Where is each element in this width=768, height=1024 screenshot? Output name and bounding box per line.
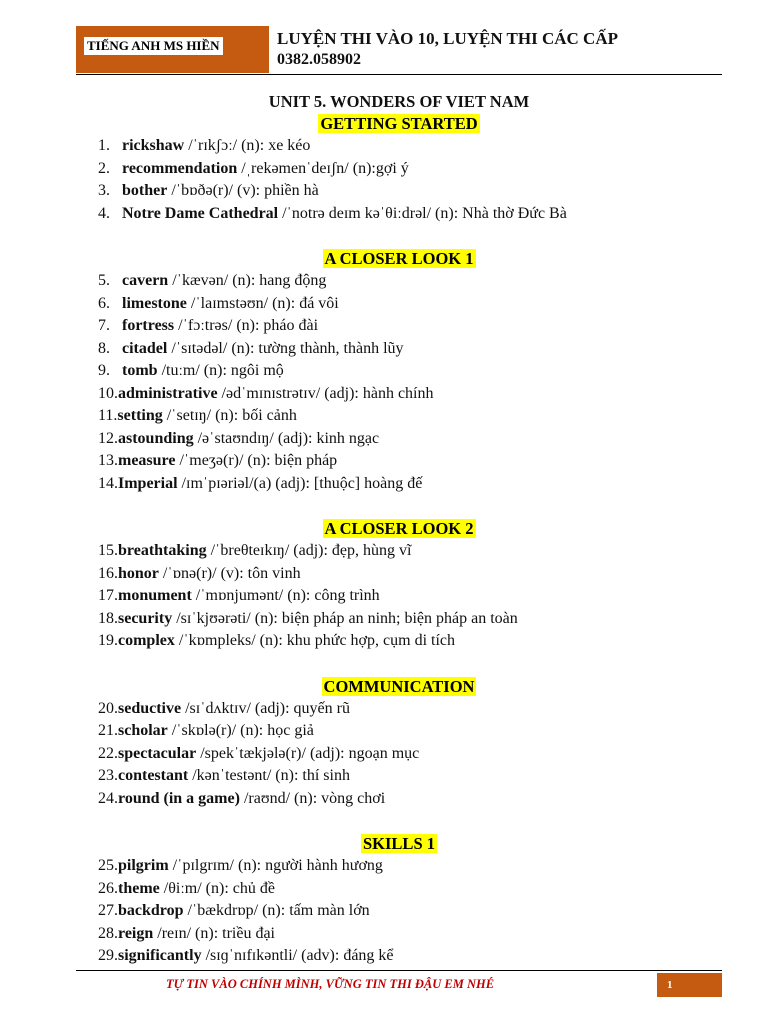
section-heading (0, 113, 768, 135)
vocab-item (0, 203, 768, 226)
vocab-entry (122, 315, 318, 338)
vocab-item (0, 855, 768, 878)
vocab-item (0, 540, 768, 563)
vocab-number: 7. (98, 317, 110, 334)
vocab-definition: /ˈrɪkʃɔː/ (n): xe kéo (184, 137, 311, 154)
vocab-entry (122, 180, 319, 203)
vocab-entry (122, 158, 409, 181)
vocab-word: bother (122, 182, 168, 199)
vocab-entry (122, 270, 326, 293)
vocab-sections (0, 113, 768, 968)
vocab-definition: /ˈkævən/ (n): hang động (168, 272, 327, 289)
vocab-definition: /ˈbækdrɒp/ (n): tấm màn lớn (183, 902, 370, 919)
document-body (0, 91, 768, 968)
vocab-number: 1. (98, 137, 110, 154)
vocab-entry (118, 878, 275, 901)
vocab-word: fortress (122, 317, 175, 334)
vocab-word: spectacular (118, 744, 197, 762)
vocab-word: scholar (118, 722, 168, 739)
vocab-word: complex (118, 632, 175, 649)
section-spacer (0, 495, 768, 518)
vocab-item (0, 338, 768, 361)
vocab-list (0, 698, 768, 811)
vocab-word: Notre Dame Cathedral (122, 204, 279, 222)
vocab-word: honor (118, 564, 159, 582)
vocab-definition: /ˈbreθteɪkɪŋ/ (adj): đẹp, hùng vĩ (206, 542, 412, 559)
vocab-word: seductive (118, 699, 182, 717)
vocab-word: pilgrim (118, 857, 169, 874)
vocab-entry (118, 473, 422, 496)
page-number-badge (657, 973, 722, 997)
vocab-entry (122, 293, 339, 316)
vocab-number: 28. (98, 924, 118, 942)
vocab-definition: /ˈfɔːtrəs/ (n): pháo đài (174, 317, 319, 334)
vocab-entry (118, 743, 419, 766)
vocab-entry (117, 405, 296, 428)
vocab-definition: /reɪn/ (n): triều đại (153, 924, 275, 942)
vocab-word: rickshaw (122, 137, 185, 154)
vocab-entry (118, 720, 314, 743)
vocab-entry (118, 765, 350, 788)
vocab-word: significantly (118, 947, 202, 964)
vocab-word: setting (117, 407, 163, 424)
vocab-item (0, 788, 768, 811)
vocab-word: round (in a game) (118, 789, 240, 807)
vocab-entry (122, 203, 567, 226)
vocab-definition: /raʊnd/ (n): vòng chơi (239, 789, 386, 807)
vocab-definition: /kənˈtestənt/ (n): thí sinh (188, 767, 350, 784)
vocab-definition: /ˈmɒnjumənt/ (n): công trình (191, 587, 380, 604)
vocab-number: 4. (98, 204, 110, 222)
vocab-number: 10. (98, 384, 118, 402)
vocab-number: 23. (98, 767, 118, 784)
vocab-word: cavern (122, 272, 169, 289)
vocab-item (0, 315, 768, 338)
vocab-definition: /ˈsɪtədəl/ (n): tường thành, thành lũy (167, 339, 404, 357)
header-badge-text: TIẾNG ANH MS HIỀN (84, 37, 223, 55)
vocab-word: theme (118, 879, 160, 897)
vocab-item (0, 900, 768, 923)
vocab-item (0, 405, 768, 428)
vocab-item (0, 765, 768, 788)
section-heading (0, 833, 768, 855)
vocab-entry (118, 630, 455, 653)
vocab-entry (118, 540, 411, 563)
vocab-number: 19. (98, 632, 118, 649)
vocab-word: tomb (122, 362, 158, 379)
vocab-definition: /ˈsetɪŋ/ (n): bối cảnh (162, 407, 297, 424)
vocab-entry (118, 428, 379, 451)
vocab-number: 24. (98, 789, 118, 807)
vocab-entry (118, 788, 385, 811)
vocab-definition: /sɪˈkjʊərəti/ (n): biện pháp an ninh; biện pháp an toàn (172, 609, 518, 627)
vocab-number: 6. (98, 294, 110, 312)
header-title: LUYỆN THI VÀO 10, LUYỆN THI CÁC CẤP (277, 29, 618, 48)
vocab-definition: /θiːm/ (n): chủ đề (159, 879, 275, 897)
vocab-item (0, 383, 768, 406)
header-badge (76, 26, 269, 73)
vocab-definition: /ˈkɒmpleks/ (n): khu phức hợp, cụm di tích (174, 632, 455, 649)
vocab-definition: /ˈnotrə deɪm kəˈθiːdrəl/ (n): Nhà thờ Đức Bà (278, 204, 567, 222)
section-heading-label: COMMUNICATION (323, 676, 475, 696)
vocab-word: recommendation (122, 159, 238, 177)
vocab-item (0, 270, 768, 293)
vocab-number: 17. (98, 587, 118, 604)
vocab-word: citadel (122, 339, 168, 357)
vocab-entry (118, 900, 370, 923)
vocab-item (0, 360, 768, 383)
vocab-entry (118, 698, 350, 721)
footer-motto: TỰ TIN VÀO CHÍNH MÌNH, VỮNG TIN THI ĐẬU EM NHÉ (165, 977, 495, 991)
vocab-entry (118, 923, 275, 946)
vocab-definition: /ˈɒnə(r)/ (v): tôn vinh (158, 564, 301, 582)
vocab-word: astounding (118, 429, 194, 447)
vocab-number: 5. (98, 272, 110, 289)
section-spacer (0, 653, 768, 676)
vocab-definition: /ˈbɒðə(r)/ (v): phiền hà (167, 182, 319, 199)
vocab-number: 8. (98, 339, 110, 357)
vocab-item (0, 180, 768, 203)
vocab-number: 9. (98, 362, 110, 379)
section-spacer (0, 810, 768, 833)
vocab-definition: /spekˈtækjələ(r)/ (adj): ngoạn mục (196, 744, 420, 762)
vocab-number: 2. (98, 159, 110, 177)
vocab-entry (118, 945, 394, 968)
vocab-definition: /ˈskɒlə(r)/ (n): học giả (167, 722, 314, 739)
section-heading (0, 248, 768, 270)
vocab-word: reign (118, 924, 154, 942)
vocab-word: monument (118, 587, 192, 604)
vocab-item (0, 450, 768, 473)
vocab-number: 16. (98, 564, 118, 582)
footer-divider (76, 970, 722, 971)
vocab-item (0, 608, 768, 631)
section-heading-label: A CLOSER LOOK 1 (324, 249, 474, 268)
vocab-number: 25. (98, 857, 118, 874)
vocab-item (0, 158, 768, 181)
vocab-word: measure (118, 452, 176, 469)
vocab-number: 20. (98, 699, 118, 717)
vocab-list (0, 855, 768, 968)
vocab-definition: /ˈmeʒə(r)/ (n): biện pháp (175, 452, 338, 469)
vocab-item (0, 585, 768, 608)
vocab-word: Imperial (118, 474, 178, 492)
section-heading (0, 518, 768, 540)
vocab-item (0, 945, 768, 968)
vocab-number: 14. (98, 474, 118, 492)
vocab-list (0, 540, 768, 653)
section-spacer (0, 225, 768, 248)
vocab-number: 3. (98, 182, 110, 199)
vocab-number: 12. (98, 429, 118, 447)
vocab-definition: /sɪˈdʌktɪv/ (adj): quyến rũ (181, 699, 350, 717)
vocab-item (0, 630, 768, 653)
vocab-entry (118, 383, 434, 406)
vocab-definition: /əˈstaʊndɪŋ/ (adj): kinh ngạc (193, 429, 380, 447)
vocab-definition: /ˈpɪlgrɪm/ (n): người hành hương (168, 857, 383, 874)
vocab-word: security (118, 609, 173, 627)
vocab-item (0, 428, 768, 451)
header-phone: 0382.058902 (277, 51, 361, 68)
vocab-list (0, 135, 768, 225)
vocab-definition: /ˈlaɪmstəʊn/ (n): đá vôi (186, 294, 339, 312)
vocab-word: backdrop (118, 902, 184, 919)
vocab-list (0, 270, 768, 495)
vocab-item (0, 563, 768, 586)
vocab-definition: /sɪɡˈnɪfɪkəntli/ (adv): đáng kể (201, 947, 394, 964)
section-heading-label: SKILLS 1 (363, 834, 435, 853)
vocab-entry (122, 135, 310, 158)
section-heading (0, 676, 768, 698)
section-heading-label: A CLOSER LOOK 2 (324, 519, 474, 538)
vocab-number: 13. (98, 452, 118, 469)
vocab-item (0, 720, 768, 743)
section-heading-label: GETTING STARTED (320, 114, 478, 133)
header-divider (76, 74, 722, 75)
vocab-number: 27. (98, 902, 118, 919)
vocab-number: 29. (98, 947, 118, 964)
vocab-item (0, 293, 768, 316)
vocab-entry (122, 360, 284, 383)
vocab-item (0, 743, 768, 766)
vocab-definition: /tuːm/ (n): ngôi mộ (157, 362, 284, 379)
vocab-entry (118, 855, 383, 878)
vocab-item (0, 135, 768, 158)
vocab-entry (122, 338, 404, 361)
vocab-entry (118, 450, 337, 473)
vocab-number: 18. (98, 609, 118, 627)
vocab-number: 11. (98, 407, 118, 424)
vocab-number: 15. (98, 542, 118, 559)
vocab-word: limestone (122, 294, 187, 312)
vocab-entry (118, 585, 380, 608)
unit-title: UNIT 5. WONDERS OF VIET NAM (268, 92, 530, 111)
page-number: 1 (667, 979, 673, 991)
vocab-item (0, 698, 768, 721)
vocab-definition: /ɪmˈpɪəriəl/(a) (adj): [thuộc] hoàng đế (177, 474, 423, 492)
vocab-number: 21. (98, 722, 118, 739)
vocab-number: 26. (98, 879, 118, 897)
vocab-word: contestant (118, 767, 189, 784)
vocab-item (0, 473, 768, 496)
vocab-word: administrative (118, 384, 218, 402)
vocab-item (0, 923, 768, 946)
vocab-item (0, 878, 768, 901)
vocab-number: 22. (98, 744, 118, 762)
vocab-entry (118, 563, 301, 586)
vocab-definition: /ədˈmɪnɪstrətɪv/ (adj): hành chính (217, 384, 434, 402)
vocab-entry (118, 608, 518, 631)
vocab-definition: /ˌrekəmenˈdeɪʃn/ (n):gợi ý (237, 159, 409, 177)
vocab-word: breathtaking (118, 542, 207, 559)
